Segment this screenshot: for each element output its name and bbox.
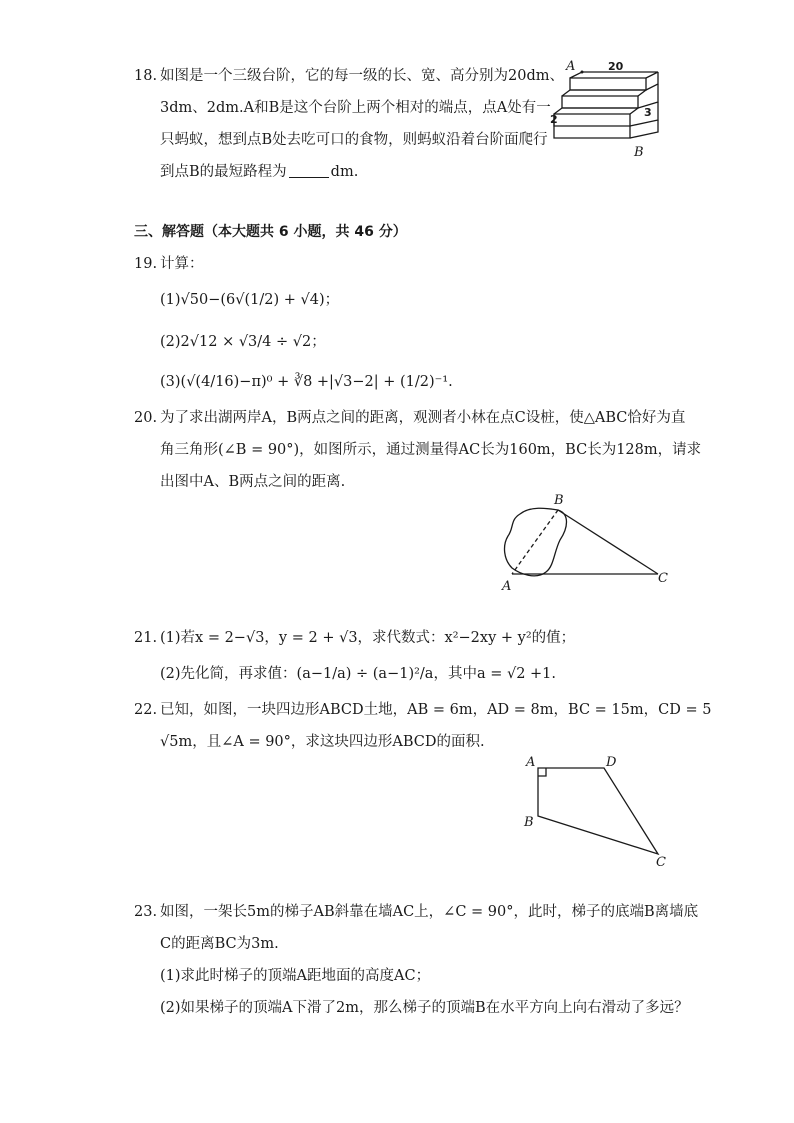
- label-width: 3: [644, 106, 652, 119]
- question-text-line: 计算：: [160, 256, 204, 272]
- label-height: 2: [550, 113, 558, 126]
- sub-question: (1)求此时梯子的顶端A距地面的高度AC；: [160, 968, 431, 984]
- label-c: C: [656, 855, 666, 870]
- sub-question: (2)先化简，再求值：(a−1/a) ÷ (a−1)²/a，其中a = √2 +1.: [160, 666, 557, 682]
- label-a: A: [502, 579, 512, 594]
- label-d: D: [606, 755, 617, 770]
- answer-blank[interactable]: [289, 163, 329, 178]
- question-text-line: 只蚂蚁，想到点B处去吃可口的食物，则蚂蚁沿着台阶面爬行: [160, 132, 548, 148]
- question-number: 19.: [134, 256, 158, 272]
- lake-triangle-figure: [498, 492, 673, 597]
- label-a: A: [566, 59, 576, 74]
- label-length: 20: [608, 60, 624, 73]
- sub-question: (1)若x = 2−√3，y = 2 + √3，求代数式：x²−2xy + y²的值；: [160, 630, 576, 646]
- quadrilateral-figure: [522, 750, 672, 870]
- question-text-line: [160, 162, 358, 182]
- question-text-line: 如图是一个三级台阶，它的每一级的长、宽、高分别为20dm、: [160, 68, 564, 84]
- question-text-line: √5m，且∠A = 90°，求这块四边形ABCD的面积.: [160, 734, 485, 750]
- point-a: [581, 71, 584, 74]
- sub-question: (3)(√(4/16)−π)⁰ + ∛8 +|√3−2| + (1/2)⁻¹.: [160, 374, 453, 390]
- question-text-line: 已知，如图，一块四边形ABCD土地，AB = 6m，AD = 8m，BC = 15m，CD = 5: [160, 702, 712, 718]
- question-text-fragment: dm.: [330, 164, 359, 180]
- label-a: A: [526, 755, 536, 770]
- label-b: B: [524, 815, 534, 830]
- label-c: C: [658, 571, 668, 586]
- question-text-line: 3dm、2dm.A和B是这个台阶上两个相对的端点，点A处有一: [160, 100, 551, 116]
- question-number: 21.: [134, 630, 158, 646]
- question-number: 22.: [134, 702, 158, 718]
- question-text-fragment: 到点B的最短路程为: [160, 164, 287, 180]
- label-b: B: [634, 145, 644, 160]
- question-text-line: 角三角形(∠B = 90°)，如图所示，通过测量得AC长为160m，BC长为128m，请求: [160, 442, 702, 458]
- label-b: B: [554, 493, 564, 508]
- sub-question: (1)√50−(6√(1/2) + √4)；: [160, 292, 340, 308]
- section-heading: 三、解答题（本大题共 6 小题，共 46 分）: [134, 224, 407, 240]
- question-number: 20.: [134, 410, 158, 426]
- sub-question: (2)2√12 × √3/4 ÷ √2；: [160, 334, 326, 350]
- sub-question: (2)如果梯子的顶端A下滑了2m，那么梯子的顶端B在水平方向上向右滑动了多远？: [160, 1000, 689, 1016]
- staircase-figure: [548, 60, 668, 165]
- question-text-line: 如图，一架长5m的梯子AB斜靠在墙AC上，∠C = 90°，此时，梯子的底端B离墙底: [160, 904, 699, 920]
- question-number: 23.: [134, 904, 158, 920]
- question-text-line: 出图中A、B两点之间的距离.: [160, 474, 346, 490]
- question-text-line: C的距离BC为3m.: [160, 936, 279, 952]
- question-number: 18.: [134, 68, 158, 84]
- question-text-line: 为了求出湖两岸A，B两点之间的距离，观测者小林在点C设桩，使△ABC恰好为直: [160, 410, 686, 426]
